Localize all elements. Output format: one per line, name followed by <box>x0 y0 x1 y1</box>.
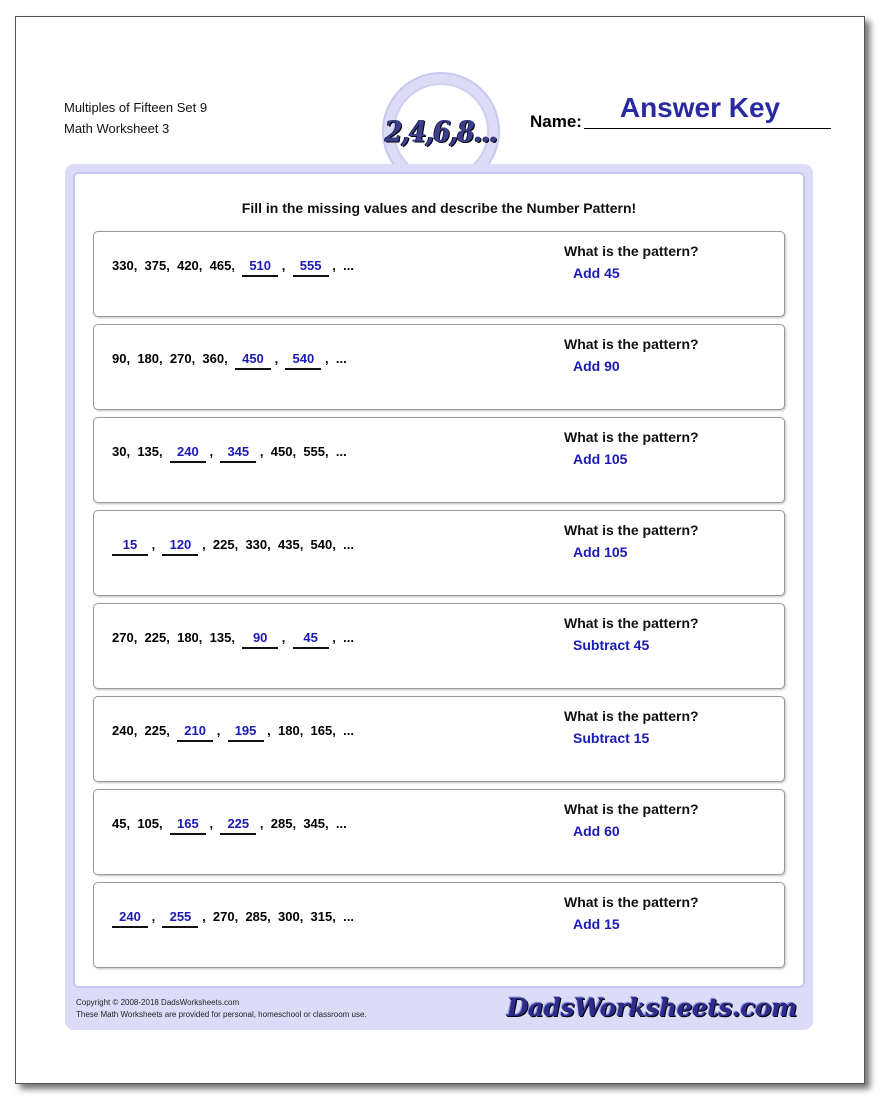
worksheet-title: Multiples of Fifteen Set 9 <box>64 100 208 115</box>
number-sequence <box>112 722 354 742</box>
sequence-term: 135 <box>137 444 160 459</box>
problem-3 <box>93 417 785 503</box>
sequence-term: 45 <box>112 816 127 831</box>
pattern-question: What is the pattern? <box>564 801 699 817</box>
comma-separator: , <box>263 723 278 738</box>
worksheet-subtitle: Math Worksheet 3 <box>64 121 170 136</box>
comma-separator: , <box>267 909 278 924</box>
footer-copyright <box>76 997 367 1021</box>
sequence-term: 450 <box>270 444 293 459</box>
name-label: Name: <box>530 112 582 131</box>
sequence-term: 180 <box>177 630 199 645</box>
problem-7 <box>93 789 785 875</box>
copyright-text: Copyright © 2008-2018 DadsWorksheets.com <box>76 998 240 1007</box>
sequence-term: 555 <box>303 444 326 459</box>
sequence-term: 90 <box>112 351 127 366</box>
answer-blank[interactable]: 120 <box>162 536 198 556</box>
sequence-term: 420 <box>177 258 199 273</box>
comma-separator: , <box>213 723 228 738</box>
sequence-term: 180 <box>137 351 160 366</box>
sequence-term: ... <box>343 630 354 645</box>
comma-separator: , <box>332 909 344 924</box>
pattern-answer: Add 105 <box>573 544 628 560</box>
pattern-answer: Add 60 <box>573 823 620 839</box>
sequence-term: ... <box>343 258 354 273</box>
answer-blank[interactable]: 255 <box>162 908 198 928</box>
sequence-term: ... <box>335 444 347 459</box>
comma-separator: , <box>159 816 170 831</box>
comma-separator: , <box>332 537 344 552</box>
problem-8 <box>93 882 785 968</box>
comma-separator: , <box>159 444 170 459</box>
comma-separator: , <box>299 537 311 552</box>
comma-separator: , <box>231 630 243 645</box>
comma-separator: , <box>148 537 163 552</box>
number-sequence <box>112 629 354 649</box>
comma-separator: , <box>299 909 311 924</box>
answer-blank[interactable]: 195 <box>228 722 264 742</box>
comma-separator: , <box>325 444 336 459</box>
sequence-term: ... <box>335 816 347 831</box>
comma-separator: , <box>148 909 163 924</box>
comma-separator: , <box>198 537 213 552</box>
comma-separator: , <box>126 351 138 366</box>
sequence-term: ... <box>343 723 354 738</box>
pattern-question: What is the pattern? <box>564 243 699 259</box>
answer-blank[interactable]: 210 <box>177 722 213 742</box>
sequence-term: ... <box>343 537 354 552</box>
answer-blank[interactable]: 15 <box>112 536 148 556</box>
comma-separator: , <box>166 258 178 273</box>
number-sequence <box>112 443 347 463</box>
comma-separator: , <box>133 258 145 273</box>
comma-separator: , <box>191 351 203 366</box>
sequence-term: 330 <box>112 258 134 273</box>
sequence-term: 270 <box>112 630 134 645</box>
sequence-term: 180 <box>278 723 300 738</box>
comma-separator: , <box>299 723 311 738</box>
comma-separator: , <box>332 723 344 738</box>
comma-separator: , <box>234 537 246 552</box>
pattern-question: What is the pattern? <box>564 336 699 352</box>
comma-separator: , <box>166 630 178 645</box>
answer-blank[interactable]: 510 <box>242 257 278 277</box>
sequence-term: 165 <box>310 723 333 738</box>
comma-separator: , <box>198 258 210 273</box>
pattern-question: What is the pattern? <box>564 522 699 538</box>
answer-blank[interactable]: 240 <box>170 443 206 463</box>
sequence-term: 270 <box>169 351 192 366</box>
sequence-term: 465 <box>209 258 232 273</box>
sequence-term: 225 <box>144 630 167 645</box>
comma-separator: , <box>159 351 170 366</box>
comma-separator: , <box>205 816 221 831</box>
sequence-term: 285 <box>245 909 268 924</box>
answer-blank[interactable]: 450 <box>235 350 271 370</box>
comma-separator: , <box>256 444 271 459</box>
title-block <box>64 97 207 139</box>
comma-separator: , <box>270 351 286 366</box>
pattern-answer: Subtract 15 <box>573 730 650 746</box>
answer-blank[interactable]: 240 <box>112 908 148 928</box>
answer-blank[interactable]: 45 <box>293 629 329 649</box>
number-sequence <box>112 908 354 928</box>
answer-blank[interactable]: 165 <box>170 815 206 835</box>
problem-6 <box>93 696 785 782</box>
comma-separator: , <box>292 444 304 459</box>
sequence-term: 225 <box>144 723 167 738</box>
answer-blank[interactable]: 345 <box>220 443 256 463</box>
comma-separator: , <box>278 258 293 273</box>
sequence-term: 345 <box>303 816 326 831</box>
worksheet-page <box>15 16 865 1084</box>
comma-separator: , <box>133 723 145 738</box>
number-sequence <box>112 257 354 277</box>
sequence-term: 240 <box>112 723 134 738</box>
problem-5 <box>93 603 785 689</box>
comma-separator: , <box>278 630 293 645</box>
problem-4 <box>93 510 785 596</box>
problem-1 <box>93 231 785 317</box>
comma-separator: , <box>224 351 235 366</box>
pattern-question: What is the pattern? <box>564 429 699 445</box>
answer-blank[interactable]: 90 <box>242 629 278 649</box>
comma-separator: , <box>328 630 344 645</box>
comma-separator: , <box>328 258 344 273</box>
sequence-term: 135 <box>209 630 232 645</box>
comma-separator: , <box>267 537 278 552</box>
comma-separator: , <box>231 258 243 273</box>
comma-separator: , <box>126 816 138 831</box>
name-line <box>584 128 831 129</box>
logo-text: 2,4,6,8... <box>385 114 497 148</box>
answer-blank[interactable]: 555 <box>293 257 329 277</box>
comma-separator: , <box>133 630 145 645</box>
sequence-term: 360 <box>202 351 225 366</box>
sequence-term: ... <box>343 909 354 924</box>
answer-blank[interactable]: 225 <box>220 815 256 835</box>
sequence-term: 30 <box>112 444 127 459</box>
sequence-term: 300 <box>278 909 300 924</box>
pattern-question: What is the pattern? <box>564 708 699 724</box>
comma-separator: , <box>256 816 271 831</box>
pattern-answer: Subtract 45 <box>573 637 650 653</box>
comma-separator: , <box>198 909 213 924</box>
problems-panel <box>65 164 813 1030</box>
comma-separator: , <box>292 816 304 831</box>
answer-key-text: Answer Key <box>619 92 781 123</box>
sequence-term: 285 <box>270 816 293 831</box>
sequence-term: 435 <box>278 537 300 552</box>
problem-2 <box>93 324 785 410</box>
comma-separator: , <box>205 444 221 459</box>
sequence-term: 330 <box>245 537 268 552</box>
pattern-answer: Add 45 <box>573 265 620 281</box>
comma-separator: , <box>166 723 178 738</box>
sequence-term: 315 <box>310 909 333 924</box>
number-sequence <box>112 350 347 370</box>
comma-separator: , <box>325 816 336 831</box>
comma-separator: , <box>321 351 336 366</box>
pattern-question: What is the pattern? <box>564 615 699 631</box>
usage-notice: These Math Worksheets are provided for personal, homeschool or classroom use. <box>76 1010 367 1019</box>
answer-blank[interactable]: 540 <box>285 350 321 370</box>
comma-separator: , <box>126 444 138 459</box>
comma-separator: , <box>234 909 246 924</box>
pattern-question: What is the pattern? <box>564 894 699 910</box>
sequence-term: 540 <box>310 537 333 552</box>
sequence-term: 375 <box>144 258 167 273</box>
sequence-term: 225 <box>212 537 235 552</box>
sequence-term: 105 <box>137 816 160 831</box>
pattern-answer: Add 15 <box>573 916 620 932</box>
number-sequence <box>112 815 347 835</box>
pattern-answer: Add 90 <box>573 358 620 374</box>
footer-brand-logo: DadsWorksheets.com <box>506 993 797 1022</box>
sequence-term: 270 <box>212 909 235 924</box>
sequence-term: ... <box>335 351 347 366</box>
instructions: Fill in the missing values and describe the Number Pattern! <box>241 200 637 216</box>
number-sequence <box>112 536 354 556</box>
comma-separator: , <box>198 630 210 645</box>
pattern-answer: Add 105 <box>573 451 628 467</box>
